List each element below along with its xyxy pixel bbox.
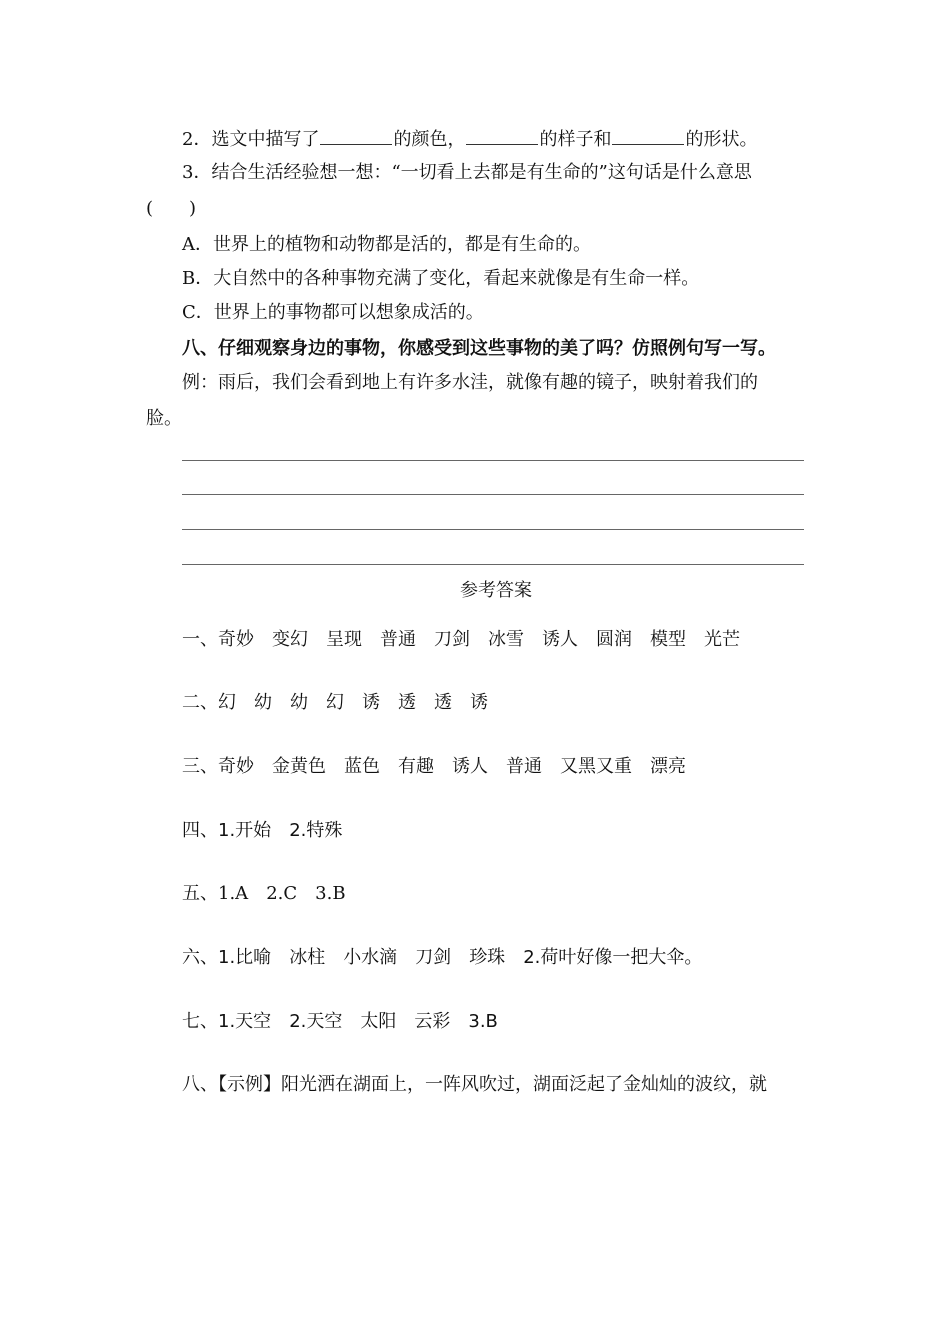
answer-item: 珍珠 <box>469 947 506 968</box>
writing-line-3 <box>182 529 804 530</box>
answer-item: 透 <box>398 692 416 713</box>
question-3-line1: 3．结合生活经验想一想：“一切看上去都是有生命的”这句话是什么意思 <box>182 162 752 183</box>
answer-item: 变幻 <box>272 629 308 650</box>
answer-key-title: 参考答案 <box>460 580 532 601</box>
q2-blank-3 <box>612 126 684 145</box>
q2-blank-2 <box>466 126 538 145</box>
answer-item: 又黑又重 <box>560 756 632 777</box>
example-line2: 脸。 <box>146 408 182 429</box>
answer-item: 3.B <box>468 1011 498 1032</box>
answer-2 <box>182 690 812 716</box>
answer-item: 透 <box>434 692 452 713</box>
answer-item: 呈现 <box>326 629 362 650</box>
answer-item: 蓝色 <box>344 756 380 777</box>
answer-item: 幻 <box>218 692 236 713</box>
answer-3 <box>182 754 812 780</box>
answer-5-prefix: 五、 <box>182 883 218 904</box>
writing-line-4 <box>182 564 804 565</box>
answer-7-prefix: 七、 <box>182 1011 218 1032</box>
answer-6-prefix: 六、 <box>182 947 218 968</box>
answer-2-prefix: 二、 <box>182 692 218 713</box>
answer-item: 奇妙 <box>218 756 254 777</box>
answer-item: 金黄色 <box>272 756 326 777</box>
answer-item: 小水滴 <box>343 947 398 968</box>
writing-line-1 <box>182 460 804 461</box>
answer-item: 冰柱 <box>289 947 326 968</box>
example-line1: 例：雨后，我们会看到地上有许多水洼，就像有趣的镜子，映射着我们的 <box>182 372 758 393</box>
answer-6 <box>182 945 812 971</box>
answer-7 <box>182 1009 812 1035</box>
answer-item: 有趣 <box>398 756 434 777</box>
option-b: B．大自然中的各种事物充满了变化，看起来就像是有生命一样。 <box>182 268 700 289</box>
answer-item: 2.荷叶好像一把大伞。 <box>523 947 703 968</box>
answer-4 <box>182 818 812 844</box>
answer-5 <box>182 881 812 907</box>
answer-item: 2.特殊 <box>289 820 343 841</box>
answer-item: 云彩 <box>414 1011 451 1032</box>
answer-item: 漂亮 <box>650 756 686 777</box>
answer-item: 普通 <box>506 756 542 777</box>
answer-item: 幼 <box>290 692 308 713</box>
answer-item: 1.A <box>218 883 249 904</box>
question-3-answer-paren: ( ) <box>146 198 197 219</box>
answer-item: 奇妙 <box>218 629 254 650</box>
q2-text-before: 2．选文中描写了 <box>182 129 320 150</box>
answer-item: 1.开始 <box>218 820 272 841</box>
answer-item: 模型 <box>650 629 686 650</box>
question-8-title: 八、仔细观察身边的事物，你感受到这些事物的美了吗？仿照例句写一写。 <box>182 338 776 359</box>
answer-item: 诱人 <box>542 629 578 650</box>
answer-item: 诱人 <box>452 756 488 777</box>
answer-4-prefix: 四、 <box>182 820 218 841</box>
q2-text-mid2: 的样子和 <box>539 129 612 150</box>
answer-item: 刀剑 <box>415 947 452 968</box>
option-a: A．世界上的植物和动物都是活的，都是有生命的。 <box>182 234 591 255</box>
answer-8: 八、【示例】阳光洒在湖面上，一阵风吹过，湖面泛起了金灿灿的波纹，就 <box>182 1074 767 1095</box>
q2-blank-1 <box>320 126 392 145</box>
answer-item: 光芒 <box>704 629 740 650</box>
answer-item: 刀剑 <box>434 629 470 650</box>
option-c: C．世界上的事物都可以想象成活的。 <box>182 302 484 323</box>
answer-item: 1.比喻 <box>218 947 272 968</box>
answer-item: 圆润 <box>596 629 632 650</box>
writing-line-2 <box>182 494 804 495</box>
answer-1-prefix: 一、 <box>182 629 218 650</box>
answer-item: 诱 <box>470 692 488 713</box>
answer-item: 2.天空 <box>289 1011 343 1032</box>
answer-item: 2.C <box>266 883 298 904</box>
answer-item: 3.B <box>315 883 346 904</box>
question-2 <box>182 126 816 153</box>
answer-item: 幻 <box>326 692 344 713</box>
answer-3-prefix: 三、 <box>182 756 218 777</box>
answer-item: 冰雪 <box>488 629 524 650</box>
answer-item: 太阳 <box>360 1011 397 1032</box>
q2-text-after: 的形状。 <box>685 129 758 150</box>
answer-item: 诱 <box>362 692 380 713</box>
answer-1 <box>182 627 812 653</box>
answer-item: 幼 <box>254 692 272 713</box>
q2-text-mid1: 的颜色， <box>393 129 466 150</box>
answer-item: 1.天空 <box>218 1011 272 1032</box>
answer-item: 普通 <box>380 629 416 650</box>
